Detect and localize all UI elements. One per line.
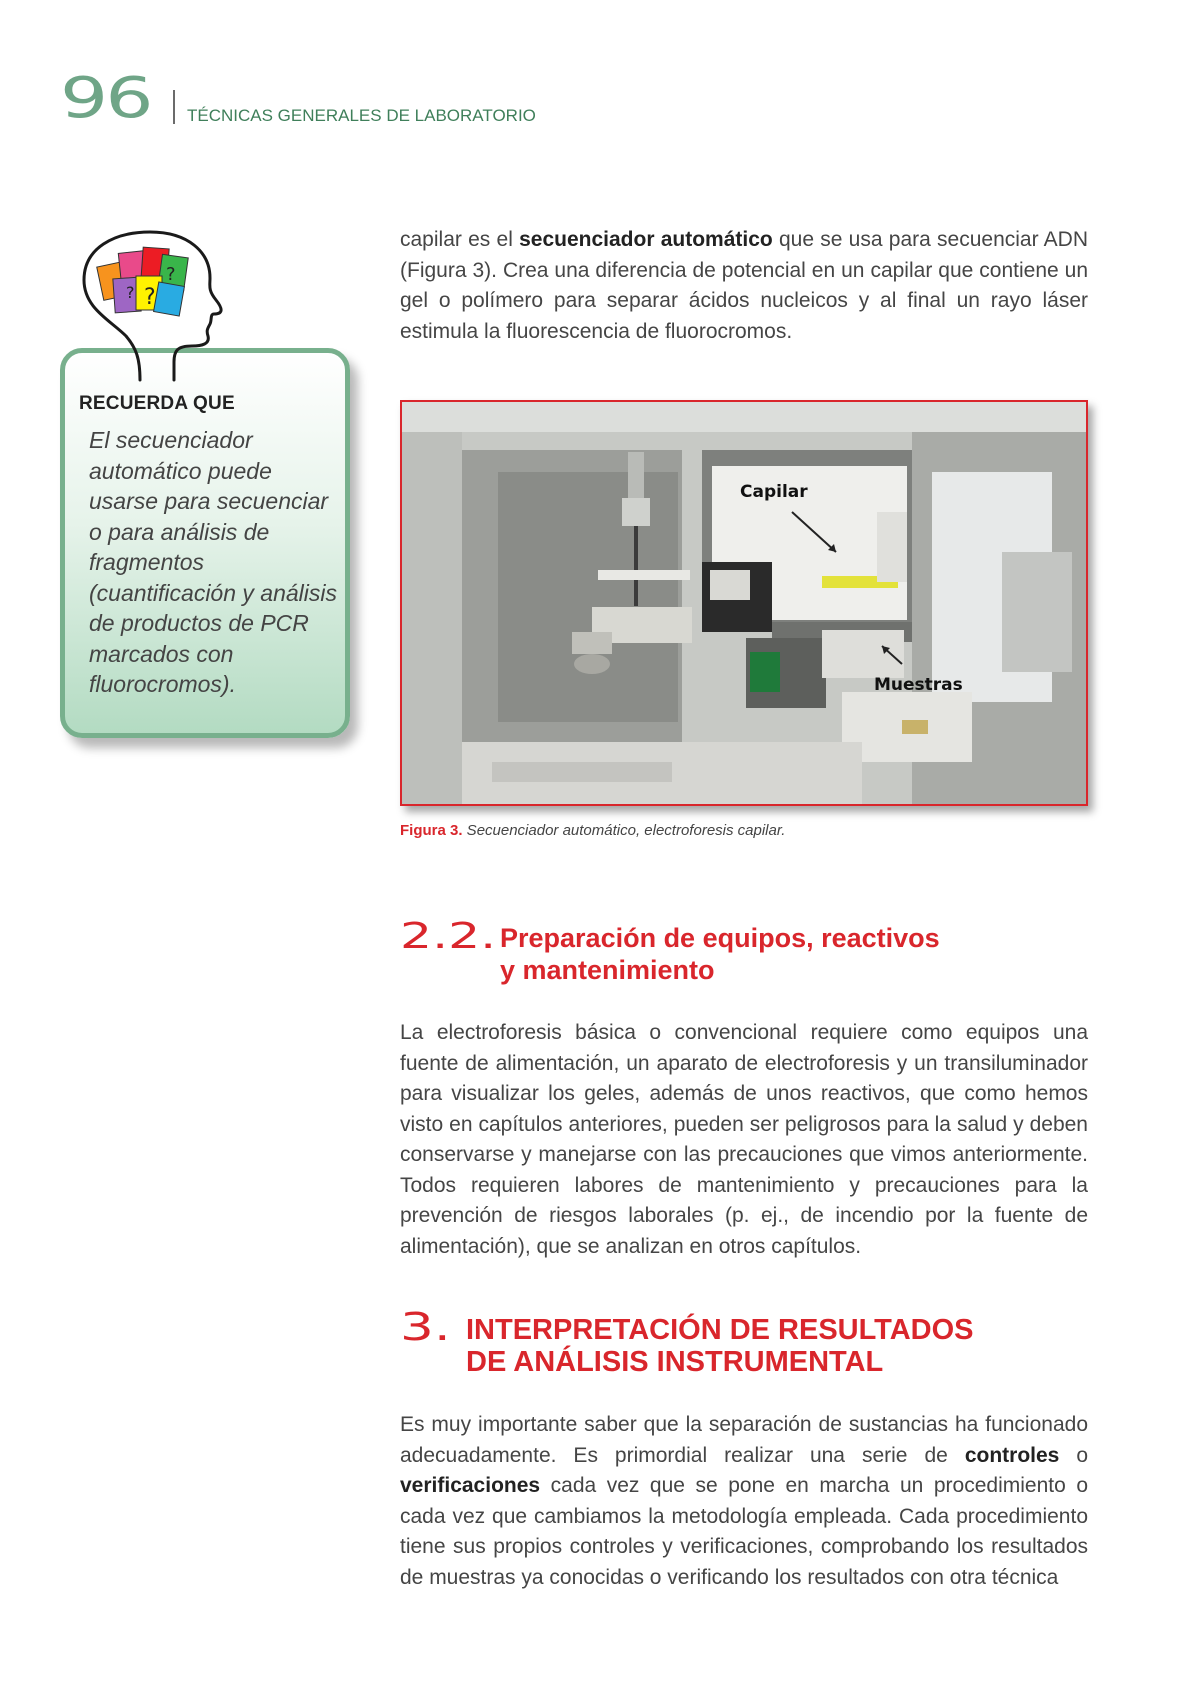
- caption-label: Figura 3.: [400, 822, 463, 839]
- section-3-body: [400, 1410, 1088, 1593]
- recuerda-box: [60, 348, 350, 738]
- recuerda-text: El secuenciador automático puede usarse para secuenciar o para análisis de fragmentos (cuantificación y análisis de productos de PCR marcados con fluorocromos).: [89, 427, 338, 697]
- section-3-title-line2: DE ANÁLISIS INSTRUMENTAL: [466, 1346, 884, 1378]
- section-3-text-2: o: [1059, 1443, 1089, 1467]
- figure-sequencer-photo: [400, 400, 1088, 806]
- intro-block: [400, 225, 1088, 347]
- svg-text:?: ?: [144, 285, 156, 310]
- section-3-title-line1: INTERPRETACIÓN DE RESULTADOS: [466, 1314, 974, 1346]
- section-3-text-3: cada vez que se pone en marcha un procedimiento o cada vez que cambiamos la metodología empleada. Cada procedimiento tiene sus propios controles y verificaciones, comprobando los resultados de muestras ya conocidas o verificando los resultados con otra técnica: [400, 1474, 1088, 1589]
- section-2-2-title-line2: y mantenimiento: [500, 955, 715, 985]
- svg-text:?: ?: [166, 264, 176, 285]
- section-3-bold-1: controles: [964, 1443, 1060, 1467]
- section-3-number: 3.: [400, 1305, 451, 1349]
- label-muestras: Muestras: [874, 675, 963, 695]
- section-2-2-title: [500, 922, 940, 986]
- sequencer-illustration: [402, 402, 1086, 804]
- label-capilar: Capilar: [740, 482, 808, 502]
- section-3-paragraph: [400, 1410, 1088, 1593]
- svg-text:?: ?: [126, 283, 135, 302]
- page-number: 96: [60, 66, 151, 131]
- intro-text-1: capilar es el: [400, 228, 520, 251]
- section-3-title: [466, 1314, 974, 1378]
- running-title: TÉCNICAS GENERALES DE LABORATORIO: [187, 106, 536, 125]
- section-3-bold-2: verificaciones: [400, 1474, 541, 1497]
- intro-paragraph: [400, 225, 1088, 347]
- figure-caption: [400, 822, 785, 839]
- intro-text-2: que se usa para secuenciar ADN (Figura 3). Crea una diferencia de potencial en un capilar que contiene un gel o polímero para separar ácidos nucleicos y al final un rayo láser estimula la fluorescencia de fluorocromos.: [400, 228, 1088, 343]
- section-2-2-paragraph: La electroforesis básica o convencional requiere como equipos una fuente de alimentación, un aparato de electroforesis y un transiluminador para visualizar los geles, además de unos reactivos, que como hemos visto en capítulos anteriores, pueden ser peligrosos para la salud y deben conservarse y manejarse con las precauciones que vimos anteriormente. Todos requieren labores de mantenimiento y precauciones para la prevención de riesgos laborales (p. ej., de incendio por la fuente de alimentación), que se analizan en otros capítulos.: [400, 1021, 1088, 1258]
- caption-text: Secuenciador automático, electroforesis capilar.: [462, 822, 786, 839]
- intro-bold-1: secuenciador automático: [519, 228, 773, 251]
- recuerda-title: RECUERDA QUE: [79, 393, 235, 414]
- recuerda-sidebar: [60, 228, 360, 748]
- header-divider: [173, 90, 175, 124]
- section-2-2-title-line1: Preparación de equipos, reactivos: [500, 923, 940, 953]
- section-2-2-body: [400, 1018, 1088, 1262]
- thinking-head-icon: [70, 228, 270, 388]
- section-2-2-number: 2.2.: [400, 916, 497, 957]
- section-3-text-1: Es muy importante saber que la separación de sustancias ha funcionado adecuadamente. Es primordial realizar una serie de: [400, 1413, 1088, 1467]
